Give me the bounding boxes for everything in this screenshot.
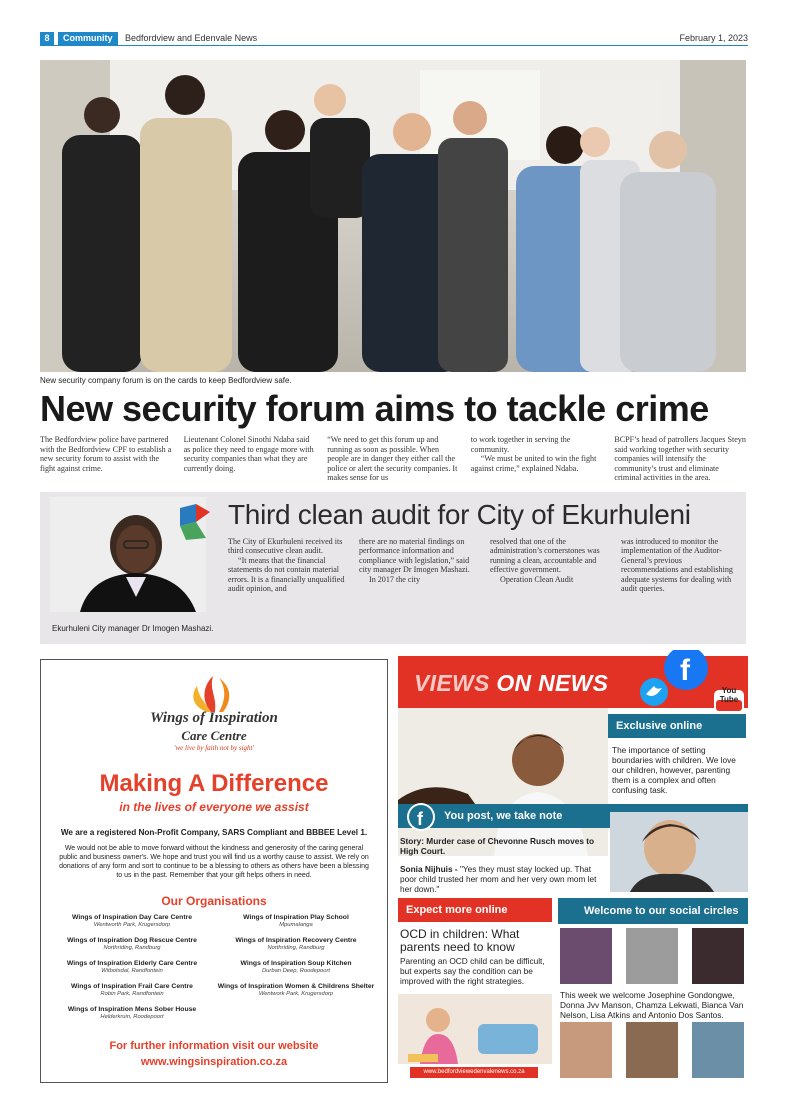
org-name: Wings of Inspiration Elderly Care Centre [66,960,198,967]
social-member-photo [560,928,612,984]
page-header [40,32,748,46]
audit-headline: Third clean audit for City of Ekurhuleni [228,499,691,530]
main-photo-caption: New security company forum is on the cards to keep Bedfordview safe. [40,376,292,385]
svg-text:f: f [417,809,423,829]
story-column [40,435,172,483]
exclusive-online-text: The importance of setting boundaries with children. We love our children, however, parenting them is a complex and often confusing task. [612,745,736,795]
comment-author: Sonia Nijhuis - [400,864,460,874]
child-playing-illustration [398,994,552,1064]
facebook-icon-glyph: f [680,654,690,687]
paragraph: In 2017 the city [369,574,421,584]
ad-tagline: 'we live by faith not by sight' [174,744,254,752]
org-name: Wings of Inspiration Soup Kitchen [240,960,352,967]
social-photos-top [560,928,746,984]
comment-text: "Yes they must stay locked up. That poor child trusted her mom and her very own mom let her down." [400,864,597,894]
paragraph: there are no material findings on performance information and compliance with legislation,” said city manager Dr Imogen Mashazi. [359,537,470,575]
org-location: Wentwork Park, Krugersdorp [258,991,334,997]
org-item [53,983,211,998]
story-column [359,537,476,593]
group-photo-illustration [40,60,746,372]
org-item [53,1006,211,1021]
paragraph: Operation Clean Audit [500,574,574,584]
ekurhuleni-logo-icon [176,502,212,542]
org-location: Northriding, Randburg [267,945,325,951]
org-item [53,937,211,952]
social-member-photo [626,1022,678,1078]
boy-smiling-photo [398,708,608,856]
ocd-article-text: Parenting an OCD child can be difficult, but experts say the condition can be improved with the right strategies. [400,956,545,986]
paragraph: resolved that one of the administration’s cornerstones was running a clean, accountable and effective government. [490,537,600,575]
ad-subtitle: in the lives of everyone we assist [119,800,309,814]
social-circles-text: This week we welcome Josephine Gondongwe, Donna Jvv Manson, Chamza Lekwati, Bianca Van Nelson, Lisa Atkins and Antonio Dos Santos. [560,990,744,1020]
paper-name: Bedfordview and Edenvale News [125,33,258,43]
ad-brand-name: Wings of Inspiration [150,710,278,726]
ocd-article-photo [398,994,552,1064]
ad-website-link[interactable]: www.wingsinspiration.co.za [140,1056,288,1068]
audit-story-body [228,537,738,593]
story-column [490,537,607,593]
reader-comment [400,864,606,894]
org-item [217,960,375,975]
ad-title: Making A Difference [99,770,329,797]
story-column [471,435,603,483]
social-member-photo [692,928,744,984]
main-headline: New security forum aims to tackle crime [40,388,709,429]
social-member-photo [626,928,678,984]
woman-portrait-illustration [610,812,748,892]
story-column [614,435,746,483]
paragraph: “We need to get this forum up and running as soon as possible. When people are in danger they either call the police or alert the security companies. It makes sense for us [327,435,458,483]
page-number: 8 [40,32,54,45]
issue-date: February 1, 2023 [679,33,748,43]
org-location: Northriding, Randburg [103,945,161,951]
org-location: Witbotsdal, Randfontein [101,968,163,974]
on-news-word: ON NEWS [489,670,609,696]
main-story-body [40,435,746,483]
org-name: Wings of Inspiration Recovery Centre [235,937,357,944]
main-story-photo [40,60,746,372]
expect-more-bar[interactable]: Expect more online [398,898,552,922]
social-icons-cluster [636,650,748,720]
org-item [217,983,375,998]
org-location: Robin Park, Randfontein [100,991,164,997]
org-name: Wings of Inspiration Play School [243,914,349,921]
paragraph: to work together in serving the community. [470,435,571,454]
org-location: Helderkruin, Roodepoort [100,1014,164,1020]
ad-orgs-title: Our Organisations [161,894,267,908]
story-headline: Story: Murder case of Chevonne Rusch moves to High Court. [400,836,595,856]
website-url-bar[interactable]: www.bedfordviewedenvalenews.co.za [410,1067,538,1078]
facebook-icon[interactable] [406,802,436,832]
org-name: Wings of Inspiration Day Care Centre [71,914,193,921]
social-member-photo [692,1022,744,1078]
commenter-photo [610,812,748,892]
youtube-label: You Tube [719,686,739,704]
org-name: Wings of Inspiration Dog Rescue Centre [67,937,197,944]
org-list [53,914,375,1021]
paragraph: “We must be united to win the fight against crime,” explained Ndaba. [470,454,597,473]
ad-footer-text: For further information visit our website [109,1040,319,1052]
views-on-news-panel [398,656,748,1083]
org-name: Wings of Inspiration Women & Childrens Shelter [217,983,375,990]
org-location: Mpumalanga [279,922,313,928]
org-name: Wings of Inspiration Mens Sober House [67,1006,197,1013]
ocd-article-title[interactable]: OCD in children: What parents need to know [400,927,520,954]
story-column [228,537,345,593]
org-location: Durban Deep, Roodepoort [262,968,330,974]
paragraph: The City of Ekurhuleni received its third consecutive clean audit. [228,537,343,556]
views-word: VIEWS [414,670,490,696]
ad-body: We would not be able to move forward without the kindness and generosity of the caring general public and business owner's. We hope and trust you will find us a worthy cause to assist. We rely on donations of any form and sort to continue to be a blessing to others as others have been a blessing to us in the past. Remember that your gift helps others in need. [59,845,369,879]
audit-photo-caption: Ekurhuleni City manager Dr Imogen Mashazi. [52,624,214,633]
wings-of-inspiration-ad[interactable] [40,659,388,1083]
story-column [621,537,738,593]
org-item [53,914,211,929]
paragraph: “It means that the financial statements do not contain material errors. It is a financially unqualified audit opinion, and [228,555,345,594]
child-illustration [398,708,608,856]
views-on-news-title [414,670,608,697]
ad-registration: We are a registered Non-Profit Company, SARS Compliant and BBBEE Level 1. [60,828,368,837]
social-photos-bottom [560,1022,746,1078]
paragraph: BCPF’s head of patrollers Jacques Steyn said working together with security companies will intensify the community’s trust and eliminate criminal activities in the area. [614,435,746,483]
org-item [53,960,211,975]
story-column [184,435,316,483]
org-location: Wentworth Park, Krugersdorp [93,922,171,928]
you-post-label: You post, we take note [444,810,563,822]
org-item [217,914,375,929]
social-circles-bar[interactable]: Welcome to our social circles [558,898,748,924]
paragraph: Lieutenant Colonel Sinothi Ndaba said as police they need to engage more with security companies than what they are currently doing. [183,435,314,473]
ad-brand-subname: Care Centre [181,728,247,743]
social-member-photo [560,1022,612,1078]
paragraph: The Bedfordview police have partnered with the Bedfordview CPF to establish a new security forum to assist with the fight against crime. [40,435,172,473]
audit-story-box [40,492,746,644]
story-column [327,435,459,483]
exclusive-online-bar[interactable]: Exclusive online [608,714,746,738]
paragraph: was introduced to monitor the implementation of the Auditor-General’s previous recommendations and establishing adequate systems for dealing with audit queries. [621,537,733,594]
section-label: Community [58,32,118,45]
org-name: Wings of Inspiration Frail Care Centre [71,983,193,990]
org-item [217,937,375,952]
